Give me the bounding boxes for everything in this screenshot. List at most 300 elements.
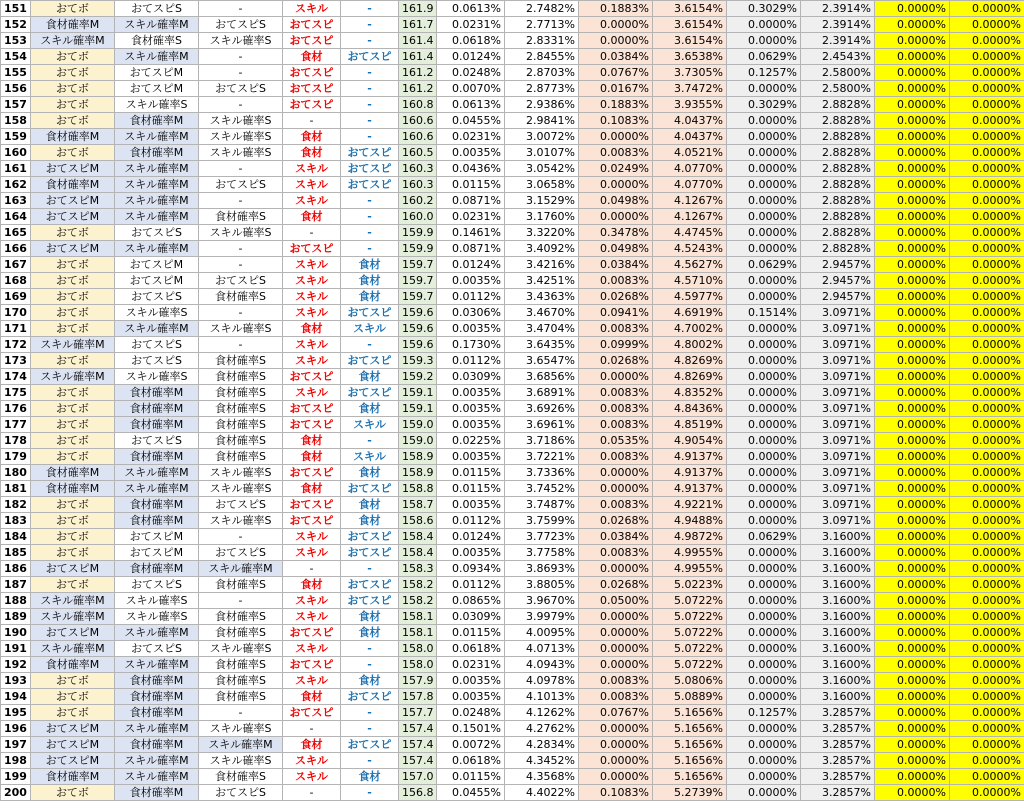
cell-prob-d[interactable]: 0.0000% (950, 369, 1024, 385)
cell-bonus-2[interactable]: - (341, 81, 399, 97)
cell-probability[interactable]: 0.0035% (437, 385, 505, 401)
cell-prob-d[interactable]: 0.0000% (950, 337, 1024, 353)
cell-sub-skill-2[interactable]: 食材確率M (115, 401, 199, 417)
cell-prob-c[interactable]: 0.0000% (875, 65, 950, 81)
cell-sub-skill-2[interactable]: スキル確率M (115, 17, 199, 33)
cell-main-skill-1[interactable]: おてボ (31, 305, 115, 321)
cell-main-skill-1[interactable]: おてボ (31, 433, 115, 449)
cell-probability[interactable]: 0.0124% (437, 529, 505, 545)
cell-prob-b[interactable]: 0.0000% (727, 289, 801, 305)
cell-bonus-2[interactable]: - (341, 753, 399, 769)
cell-cumulative-probability[interactable]: 4.1013% (505, 689, 579, 705)
cell-cum-a[interactable]: 4.9955% (653, 545, 727, 561)
cell-probability[interactable]: 0.1501% (437, 721, 505, 737)
cell-cumulative-probability[interactable]: 3.3220% (505, 225, 579, 241)
cell-cumulative-probability[interactable]: 3.6891% (505, 385, 579, 401)
cell-prob-c[interactable]: 0.0000% (875, 1, 950, 17)
cell-bonus-2[interactable]: おてスピ (341, 593, 399, 609)
cell-sub-skill-2[interactable]: 食材確率M (115, 449, 199, 465)
cell-prob-c[interactable]: 0.0000% (875, 705, 950, 721)
cell-prob-b[interactable]: 0.0000% (727, 353, 801, 369)
cell-prob-a[interactable]: 0.0083% (579, 401, 653, 417)
cell-prob-a[interactable]: 0.0535% (579, 433, 653, 449)
cell-probability[interactable]: 0.0871% (437, 241, 505, 257)
cell-sub-skill-2[interactable]: スキル確率M (115, 129, 199, 145)
cell-row-number[interactable]: 183 (1, 513, 31, 529)
cell-cum-a[interactable]: 4.9955% (653, 561, 727, 577)
cell-prob-a[interactable]: 0.0167% (579, 81, 653, 97)
cell-score[interactable]: 157.4 (399, 721, 437, 737)
cell-cum-b[interactable]: 3.2857% (801, 721, 875, 737)
cell-main-skill-1[interactable]: 食材確率M (31, 481, 115, 497)
cell-main-skill-1[interactable]: おてスピM (31, 625, 115, 641)
cell-main-skill-1[interactable]: おてボ (31, 257, 115, 273)
cell-sub-skill-3[interactable]: スキル確率S (199, 641, 283, 657)
cell-prob-d[interactable]: 0.0000% (950, 273, 1024, 289)
cell-prob-d[interactable]: 0.0000% (950, 65, 1024, 81)
cell-prob-c[interactable]: 0.0000% (875, 81, 950, 97)
cell-prob-c[interactable]: 0.0000% (875, 721, 950, 737)
cell-prob-a[interactable]: 0.0498% (579, 193, 653, 209)
cell-prob-c[interactable]: 0.0000% (875, 417, 950, 433)
cell-cum-b[interactable]: 3.0971% (801, 337, 875, 353)
cell-cum-b[interactable]: 2.8828% (801, 241, 875, 257)
cell-prob-b[interactable]: 0.0000% (727, 417, 801, 433)
cell-cum-b[interactable]: 3.1600% (801, 657, 875, 673)
cell-row-number[interactable]: 172 (1, 337, 31, 353)
cell-sub-skill-2[interactable]: 食材確率M (115, 385, 199, 401)
cell-prob-b[interactable]: 0.0000% (727, 465, 801, 481)
cell-main-skill-1[interactable]: おてボ (31, 497, 115, 513)
cell-cumulative-probability[interactable]: 4.2834% (505, 737, 579, 753)
cell-score[interactable]: 159.2 (399, 369, 437, 385)
cell-bonus-1[interactable]: 食材 (283, 737, 341, 753)
cell-prob-d[interactable]: 0.0000% (950, 129, 1024, 145)
cell-sub-skill-3[interactable]: スキル確率S (199, 721, 283, 737)
cell-score[interactable]: 160.3 (399, 161, 437, 177)
cell-cum-b[interactable]: 2.8828% (801, 161, 875, 177)
cell-prob-d[interactable]: 0.0000% (950, 353, 1024, 369)
cell-bonus-2[interactable]: - (341, 113, 399, 129)
cell-score[interactable]: 158.7 (399, 497, 437, 513)
cell-sub-skill-3[interactable]: - (199, 305, 283, 321)
cell-bonus-2[interactable]: 食材 (341, 257, 399, 273)
cell-row-number[interactable]: 176 (1, 401, 31, 417)
cell-bonus-1[interactable]: スキル (283, 673, 341, 689)
cell-cum-b[interactable]: 2.3914% (801, 33, 875, 49)
cell-sub-skill-2[interactable]: おてスピM (115, 257, 199, 273)
cell-prob-a[interactable]: 0.0000% (579, 737, 653, 753)
cell-row-number[interactable]: 195 (1, 705, 31, 721)
cell-row-number[interactable]: 158 (1, 113, 31, 129)
cell-main-skill-1[interactable]: おてボ (31, 513, 115, 529)
cell-row-number[interactable]: 152 (1, 17, 31, 33)
cell-cum-a[interactable]: 4.9054% (653, 433, 727, 449)
cell-cumulative-probability[interactable]: 2.7482% (505, 1, 579, 17)
cell-prob-b[interactable]: 0.0000% (727, 657, 801, 673)
cell-cum-a[interactable]: 4.0521% (653, 145, 727, 161)
cell-probability[interactable]: 0.0035% (437, 417, 505, 433)
cell-sub-skill-3[interactable]: 食材確率S (199, 209, 283, 225)
cell-cum-b[interactable]: 3.2857% (801, 737, 875, 753)
cell-prob-b[interactable]: 0.0000% (727, 785, 801, 801)
cell-cum-a[interactable]: 3.7472% (653, 81, 727, 97)
cell-prob-c[interactable]: 0.0000% (875, 737, 950, 753)
cell-sub-skill-3[interactable]: スキル確率M (199, 561, 283, 577)
cell-prob-d[interactable]: 0.0000% (950, 289, 1024, 305)
cell-cumulative-probability[interactable]: 4.0978% (505, 673, 579, 689)
cell-row-number[interactable]: 155 (1, 65, 31, 81)
cell-probability[interactable]: 0.0115% (437, 177, 505, 193)
cell-probability[interactable]: 0.0231% (437, 657, 505, 673)
cell-probability[interactable]: 0.0248% (437, 705, 505, 721)
cell-score[interactable]: 158.2 (399, 577, 437, 593)
cell-bonus-1[interactable]: 食材 (283, 49, 341, 65)
cell-bonus-2[interactable]: - (341, 721, 399, 737)
cell-prob-a[interactable]: 0.0000% (579, 753, 653, 769)
cell-bonus-2[interactable]: - (341, 241, 399, 257)
cell-cumulative-probability[interactable]: 2.8455% (505, 49, 579, 65)
cell-probability[interactable]: 0.0112% (437, 289, 505, 305)
cell-prob-b[interactable]: 0.0000% (727, 321, 801, 337)
cell-probability[interactable]: 0.0035% (437, 449, 505, 465)
cell-cum-b[interactable]: 3.2857% (801, 769, 875, 785)
cell-prob-c[interactable]: 0.0000% (875, 177, 950, 193)
cell-bonus-1[interactable]: おてスピ (283, 81, 341, 97)
cell-prob-c[interactable]: 0.0000% (875, 641, 950, 657)
cell-prob-a[interactable]: 0.0384% (579, 257, 653, 273)
cell-cumulative-probability[interactable]: 3.7487% (505, 497, 579, 513)
cell-prob-d[interactable]: 0.0000% (950, 593, 1024, 609)
cell-bonus-1[interactable]: - (283, 785, 341, 801)
cell-prob-b[interactable]: 0.0000% (727, 561, 801, 577)
cell-bonus-2[interactable]: - (341, 641, 399, 657)
cell-prob-c[interactable]: 0.0000% (875, 113, 950, 129)
cell-cumulative-probability[interactable]: 3.4216% (505, 257, 579, 273)
cell-bonus-2[interactable]: おてスピ (341, 49, 399, 65)
cell-prob-c[interactable]: 0.0000% (875, 209, 950, 225)
cell-bonus-1[interactable]: スキル (283, 385, 341, 401)
cell-sub-skill-2[interactable]: スキル確率S (115, 369, 199, 385)
cell-bonus-1[interactable]: スキル (283, 769, 341, 785)
cell-prob-b[interactable]: 0.0000% (727, 577, 801, 593)
cell-sub-skill-3[interactable]: - (199, 529, 283, 545)
cell-cum-b[interactable]: 3.1600% (801, 545, 875, 561)
cell-sub-skill-2[interactable]: 食材確率M (115, 689, 199, 705)
cell-sub-skill-3[interactable]: 食材確率S (199, 385, 283, 401)
cell-row-number[interactable]: 194 (1, 689, 31, 705)
cell-cum-b[interactable]: 3.0971% (801, 353, 875, 369)
cell-cum-b[interactable]: 3.2857% (801, 705, 875, 721)
cell-bonus-1[interactable]: 食材 (283, 129, 341, 145)
cell-bonus-2[interactable]: おてスピ (341, 145, 399, 161)
cell-prob-c[interactable]: 0.0000% (875, 49, 950, 65)
cell-sub-skill-3[interactable]: 食材確率S (199, 609, 283, 625)
cell-prob-c[interactable]: 0.0000% (875, 129, 950, 145)
cell-prob-a[interactable]: 0.0000% (579, 369, 653, 385)
cell-main-skill-1[interactable]: おてスピM (31, 193, 115, 209)
cell-bonus-1[interactable]: おてスピ (283, 97, 341, 113)
cell-cumulative-probability[interactable]: 3.4363% (505, 289, 579, 305)
cell-score[interactable]: 160.8 (399, 97, 437, 113)
cell-cum-b[interactable]: 3.1600% (801, 609, 875, 625)
cell-cum-b[interactable]: 2.4543% (801, 49, 875, 65)
cell-bonus-2[interactable]: - (341, 209, 399, 225)
cell-bonus-1[interactable]: スキル (283, 193, 341, 209)
cell-sub-skill-3[interactable]: 食材確率S (199, 369, 283, 385)
cell-cum-a[interactable]: 5.0889% (653, 689, 727, 705)
cell-cumulative-probability[interactable]: 3.7221% (505, 449, 579, 465)
cell-prob-b[interactable]: 0.0000% (727, 177, 801, 193)
cell-cum-b[interactable]: 3.0971% (801, 449, 875, 465)
cell-prob-b[interactable]: 0.0000% (727, 225, 801, 241)
cell-bonus-2[interactable]: 食材 (341, 673, 399, 689)
cell-score[interactable]: 161.9 (399, 1, 437, 17)
cell-row-number[interactable]: 191 (1, 641, 31, 657)
cell-prob-d[interactable]: 0.0000% (950, 721, 1024, 737)
cell-sub-skill-2[interactable]: 食材確率M (115, 705, 199, 721)
cell-probability[interactable]: 0.0934% (437, 561, 505, 577)
cell-prob-b[interactable]: 0.0000% (727, 433, 801, 449)
cell-probability[interactable]: 0.0124% (437, 49, 505, 65)
cell-bonus-1[interactable]: おてスピ (283, 705, 341, 721)
cell-prob-b[interactable]: 0.0000% (727, 273, 801, 289)
cell-cum-a[interactable]: 5.0722% (653, 641, 727, 657)
cell-prob-a[interactable]: 0.1083% (579, 785, 653, 801)
cell-bonus-1[interactable]: - (283, 561, 341, 577)
cell-bonus-2[interactable]: 食材 (341, 513, 399, 529)
cell-prob-c[interactable]: 0.0000% (875, 625, 950, 641)
cell-prob-d[interactable]: 0.0000% (950, 177, 1024, 193)
cell-cum-a[interactable]: 3.6154% (653, 33, 727, 49)
cell-bonus-2[interactable]: おてスピ (341, 177, 399, 193)
cell-probability[interactable]: 0.0115% (437, 769, 505, 785)
cell-sub-skill-3[interactable]: スキル確率S (199, 225, 283, 241)
cell-bonus-2[interactable]: - (341, 561, 399, 577)
cell-prob-a[interactable]: 0.0384% (579, 529, 653, 545)
cell-probability[interactable]: 0.0115% (437, 625, 505, 641)
cell-cum-a[interactable]: 4.9872% (653, 529, 727, 545)
cell-probability[interactable]: 0.0865% (437, 593, 505, 609)
cell-sub-skill-2[interactable]: 食材確率M (115, 561, 199, 577)
cell-sub-skill-2[interactable]: 食材確率M (115, 113, 199, 129)
cell-prob-b[interactable]: 0.0000% (727, 369, 801, 385)
cell-sub-skill-2[interactable]: スキル確率S (115, 609, 199, 625)
cell-prob-b[interactable]: 0.0000% (727, 769, 801, 785)
cell-main-skill-1[interactable]: おてボ (31, 113, 115, 129)
cell-cum-a[interactable]: 4.5627% (653, 257, 727, 273)
cell-cum-b[interactable]: 2.8828% (801, 129, 875, 145)
cell-bonus-1[interactable]: スキル (283, 305, 341, 321)
cell-sub-skill-2[interactable]: スキル確率M (115, 481, 199, 497)
cell-main-skill-1[interactable]: スキル確率M (31, 33, 115, 49)
cell-prob-a[interactable]: 0.0767% (579, 65, 653, 81)
cell-cum-b[interactable]: 3.0971% (801, 433, 875, 449)
cell-prob-c[interactable]: 0.0000% (875, 161, 950, 177)
cell-bonus-2[interactable]: おてスピ (341, 161, 399, 177)
cell-cum-b[interactable]: 3.1600% (801, 625, 875, 641)
cell-cumulative-probability[interactable]: 2.9841% (505, 113, 579, 129)
cell-score[interactable]: 159.0 (399, 417, 437, 433)
cell-cumulative-probability[interactable]: 3.7452% (505, 481, 579, 497)
cell-prob-b[interactable]: 0.0000% (727, 193, 801, 209)
cell-score[interactable]: 158.0 (399, 641, 437, 657)
cell-prob-a[interactable]: 0.0000% (579, 129, 653, 145)
cell-cum-a[interactable]: 4.9137% (653, 449, 727, 465)
cell-bonus-2[interactable]: スキル (341, 449, 399, 465)
cell-prob-a[interactable]: 0.0268% (579, 353, 653, 369)
cell-bonus-1[interactable]: スキル (283, 273, 341, 289)
cell-cumulative-probability[interactable]: 3.9670% (505, 593, 579, 609)
cell-probability[interactable]: 0.0309% (437, 609, 505, 625)
cell-bonus-1[interactable]: 食材 (283, 433, 341, 449)
cell-probability[interactable]: 0.0618% (437, 33, 505, 49)
cell-sub-skill-2[interactable]: スキル確率M (115, 465, 199, 481)
cell-score[interactable]: 157.7 (399, 705, 437, 721)
cell-sub-skill-3[interactable]: 食材確率S (199, 689, 283, 705)
cell-cum-a[interactable]: 4.8519% (653, 417, 727, 433)
cell-bonus-2[interactable]: - (341, 65, 399, 81)
cell-prob-b[interactable]: 0.0000% (727, 545, 801, 561)
cell-prob-c[interactable]: 0.0000% (875, 337, 950, 353)
cell-main-skill-1[interactable]: おてボ (31, 417, 115, 433)
cell-sub-skill-2[interactable]: 食材確率S (115, 33, 199, 49)
cell-sub-skill-3[interactable]: - (199, 1, 283, 17)
cell-bonus-1[interactable]: おてスピ (283, 417, 341, 433)
cell-bonus-1[interactable]: スキル (283, 177, 341, 193)
cell-probability[interactable]: 0.0115% (437, 481, 505, 497)
cell-main-skill-1[interactable]: おてボ (31, 705, 115, 721)
cell-prob-d[interactable]: 0.0000% (950, 529, 1024, 545)
cell-main-skill-1[interactable]: 食材確率M (31, 465, 115, 481)
cell-main-skill-1[interactable]: おてスピM (31, 721, 115, 737)
cell-sub-skill-3[interactable]: - (199, 337, 283, 353)
cell-main-skill-1[interactable]: おてスピM (31, 561, 115, 577)
cell-prob-a[interactable]: 0.0083% (579, 689, 653, 705)
cell-probability[interactable]: 0.0035% (437, 401, 505, 417)
cell-prob-d[interactable]: 0.0000% (950, 577, 1024, 593)
cell-score[interactable]: 157.4 (399, 737, 437, 753)
cell-sub-skill-2[interactable]: 食材確率M (115, 785, 199, 801)
cell-prob-b[interactable]: 0.0000% (727, 33, 801, 49)
cell-sub-skill-3[interactable]: 食材確率S (199, 657, 283, 673)
cell-cum-b[interactable]: 3.0971% (801, 369, 875, 385)
cell-row-number[interactable]: 156 (1, 81, 31, 97)
cell-prob-a[interactable]: 0.0500% (579, 593, 653, 609)
cell-prob-a[interactable]: 0.0000% (579, 657, 653, 673)
cell-row-number[interactable]: 157 (1, 97, 31, 113)
cell-main-skill-1[interactable]: おてボ (31, 385, 115, 401)
cell-sub-skill-2[interactable]: スキル確率S (115, 305, 199, 321)
cell-cumulative-probability[interactable]: 3.9979% (505, 609, 579, 625)
cell-prob-b[interactable]: 0.0000% (727, 337, 801, 353)
cell-probability[interactable]: 0.0231% (437, 209, 505, 225)
cell-score[interactable]: 160.2 (399, 193, 437, 209)
cell-prob-a[interactable]: 0.0384% (579, 49, 653, 65)
cell-bonus-2[interactable]: 食材 (341, 369, 399, 385)
cell-cum-a[interactable]: 4.5710% (653, 273, 727, 289)
cell-sub-skill-3[interactable]: - (199, 161, 283, 177)
cell-cum-b[interactable]: 3.1600% (801, 529, 875, 545)
cell-cumulative-probability[interactable]: 2.7713% (505, 17, 579, 33)
cell-bonus-1[interactable]: おてスピ (283, 513, 341, 529)
cell-sub-skill-3[interactable]: スキル確率S (199, 513, 283, 529)
cell-score[interactable]: 159.6 (399, 337, 437, 353)
cell-probability[interactable]: 0.0035% (437, 545, 505, 561)
cell-score[interactable]: 158.4 (399, 545, 437, 561)
cell-cumulative-probability[interactable]: 4.3568% (505, 769, 579, 785)
cell-cumulative-probability[interactable]: 4.2762% (505, 721, 579, 737)
cell-cum-a[interactable]: 5.1656% (653, 753, 727, 769)
cell-prob-c[interactable]: 0.0000% (875, 97, 950, 113)
cell-cumulative-probability[interactable]: 3.6961% (505, 417, 579, 433)
cell-cumulative-probability[interactable]: 3.1760% (505, 209, 579, 225)
cell-main-skill-1[interactable]: おてボ (31, 225, 115, 241)
cell-cum-b[interactable]: 2.8828% (801, 113, 875, 129)
cell-prob-a[interactable]: 0.0268% (579, 513, 653, 529)
cell-prob-b[interactable]: 0.0000% (727, 401, 801, 417)
cell-sub-skill-2[interactable]: おてスピS (115, 337, 199, 353)
cell-bonus-2[interactable]: - (341, 785, 399, 801)
cell-sub-skill-3[interactable]: おてスピS (199, 177, 283, 193)
cell-cumulative-probability[interactable]: 4.0713% (505, 641, 579, 657)
cell-cum-a[interactable]: 4.0770% (653, 177, 727, 193)
cell-score[interactable]: 159.7 (399, 273, 437, 289)
cell-cumulative-probability[interactable]: 3.4704% (505, 321, 579, 337)
cell-probability[interactable]: 0.1461% (437, 225, 505, 241)
cell-probability[interactable]: 0.0613% (437, 97, 505, 113)
cell-bonus-1[interactable]: スキル (283, 593, 341, 609)
cell-prob-d[interactable]: 0.0000% (950, 513, 1024, 529)
cell-row-number[interactable]: 192 (1, 657, 31, 673)
cell-cum-b[interactable]: 3.0971% (801, 465, 875, 481)
cell-prob-a[interactable]: 0.0000% (579, 17, 653, 33)
cell-cum-a[interactable]: 4.7002% (653, 321, 727, 337)
cell-prob-c[interactable]: 0.0000% (875, 385, 950, 401)
cell-cum-b[interactable]: 3.0971% (801, 513, 875, 529)
cell-cumulative-probability[interactable]: 4.4022% (505, 785, 579, 801)
cell-score[interactable]: 158.0 (399, 657, 437, 673)
cell-prob-a[interactable]: 0.1083% (579, 113, 653, 129)
cell-score[interactable]: 159.3 (399, 353, 437, 369)
cell-score[interactable]: 158.6 (399, 513, 437, 529)
cell-bonus-1[interactable]: おてスピ (283, 401, 341, 417)
cell-row-number[interactable]: 174 (1, 369, 31, 385)
cell-cum-b[interactable]: 3.1600% (801, 561, 875, 577)
cell-sub-skill-2[interactable]: スキル確率M (115, 193, 199, 209)
cell-main-skill-1[interactable]: おてボ (31, 449, 115, 465)
cell-probability[interactable]: 0.0070% (437, 81, 505, 97)
cell-bonus-2[interactable]: 食材 (341, 401, 399, 417)
cell-row-number[interactable]: 164 (1, 209, 31, 225)
cell-cum-b[interactable]: 3.1600% (801, 577, 875, 593)
cell-prob-d[interactable]: 0.0000% (950, 641, 1024, 657)
cell-probability[interactable]: 0.0871% (437, 193, 505, 209)
cell-row-number[interactable]: 199 (1, 769, 31, 785)
cell-score[interactable]: 159.9 (399, 241, 437, 257)
cell-sub-skill-3[interactable]: - (199, 241, 283, 257)
cell-prob-b[interactable]: 0.0000% (727, 641, 801, 657)
cell-sub-skill-2[interactable]: おてスピM (115, 273, 199, 289)
cell-row-number[interactable]: 198 (1, 753, 31, 769)
cell-sub-skill-3[interactable]: - (199, 65, 283, 81)
cell-sub-skill-2[interactable]: おてスピS (115, 1, 199, 17)
cell-probability[interactable]: 0.0035% (437, 689, 505, 705)
cell-bonus-1[interactable]: 食材 (283, 481, 341, 497)
cell-prob-d[interactable]: 0.0000% (950, 1, 1024, 17)
cell-prob-b[interactable]: 0.1257% (727, 65, 801, 81)
cell-probability[interactable]: 0.0035% (437, 673, 505, 689)
